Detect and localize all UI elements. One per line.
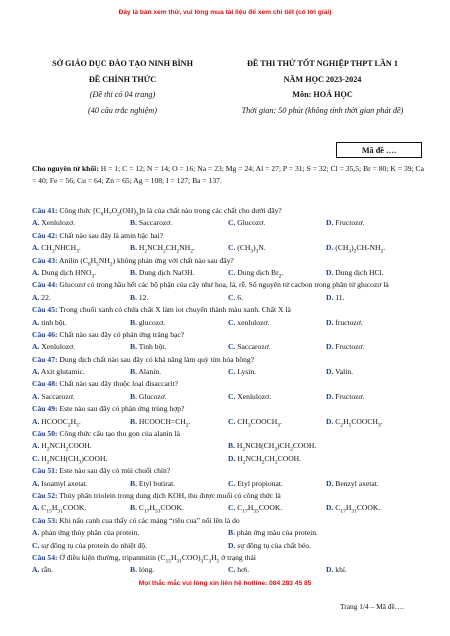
question-number: Câu 50:: [32, 429, 58, 439]
option-letter: A.: [32, 416, 40, 426]
options-row: [32, 478, 424, 490]
option-letter: C.: [228, 342, 236, 352]
option-letter: A.: [32, 478, 40, 488]
option-text: glucozơ.: [136, 317, 166, 327]
question-list: [32, 205, 424, 577]
option-text: 22.: [39, 292, 51, 302]
atomic-mass-values: H = 1; C = 12; N = 14; O = 16; Na = 23; Mg = 24; Al = 27; P = 31; S = 32; Cl = 35,5; Br = 80; K = 39; Ca = 40; Fe = 56; Cu = 64; Zn = 65; Ag = 108; I = 127; Ba = 137.: [32, 164, 424, 185]
options-row: [32, 453, 424, 465]
option-letter: A.: [32, 367, 40, 377]
option-text: 12.: [136, 292, 149, 302]
official-label: ĐỀ CHÍNH THỨC: [88, 74, 157, 84]
option-text: Tinh bột.: [136, 342, 167, 352]
option-letter: A.: [32, 441, 40, 451]
option-text: $CH_3COOCH_3$.: [235, 416, 282, 429]
question-stem: [32, 354, 424, 366]
question-stem: [32, 230, 424, 242]
option-text: $HCOOCH=CH_2$.: [136, 416, 191, 429]
option-text: Fructozơ.: [333, 218, 365, 228]
question-number: Câu 47:: [32, 354, 58, 364]
option-letter: C.: [228, 267, 236, 277]
answer-option: [32, 564, 130, 576]
question-text: Công thức cấu tạo thu gọn của alanin là: [57, 429, 180, 439]
preview-banner: Đây là bản xem thử, vui lòng mua tài liệu để xem chi tiết (có lời giải): [118, 9, 332, 16]
option-text: $(CH_3)_3N$.: [235, 243, 266, 255]
option-letter: C.: [228, 416, 236, 426]
question-number: Câu 45:: [32, 305, 58, 315]
question-number: Câu 48:: [32, 379, 58, 389]
option-letter: A.: [32, 317, 40, 327]
options-row: [32, 416, 424, 428]
option-text: lỏng.: [136, 565, 155, 575]
option-text: $H_2NCH_2CH_2NH_2$.: [136, 243, 195, 255]
option-text: Saccarozơ.: [136, 218, 173, 228]
question-number: Câu 52:: [32, 491, 58, 500]
option-letter: A.: [32, 528, 40, 538]
question-count: (40 câu trắc nghiệm): [88, 105, 157, 115]
options-row: [32, 540, 424, 552]
page-count: (Đề thi có 04 trang): [89, 90, 156, 99]
option-text: $C_{17}H_{31}COOK$.: [333, 503, 381, 515]
answer-option: [130, 564, 228, 576]
option-text: Xenlulozơ.: [39, 218, 76, 228]
option-text: rắn.: [39, 565, 53, 575]
option-letter: A.: [32, 565, 40, 575]
answer-option: [228, 502, 326, 518]
answer-option: [32, 391, 130, 403]
question-text: Trong chuối xanh có chứa chất X làm iot chuyển thành màu xanh. Chất X là: [57, 305, 291, 315]
option-letter: C.: [228, 391, 236, 401]
options-row: [32, 267, 424, 279]
answer-option: [228, 527, 424, 539]
option-text: $(CH_3)_2CH-NH_2$.: [333, 243, 386, 255]
option-text: $H_2NCH(CH_3)CH_2COOH$.: [234, 441, 317, 453]
option-letter: C.: [32, 540, 40, 550]
option-letter: C.: [228, 478, 236, 488]
option-text: Lysin.: [235, 367, 257, 377]
time-limit: Thời gian: 50 phút (không tính thời gian phát đề): [241, 105, 404, 115]
answer-option: [32, 478, 130, 490]
answer-option: [228, 540, 424, 552]
options-row: [32, 564, 424, 576]
option-letter: A.: [32, 391, 40, 401]
question-stem: [32, 205, 424, 217]
option-text: hơi.: [235, 565, 250, 575]
question-text: Khi nấu canh cua thấy có các mảng “riêu cua” nổi lên là do: [57, 515, 240, 525]
answer-option: [228, 317, 326, 329]
option-text: phản ứng màu của protein.: [234, 528, 318, 538]
option-letter: B.: [130, 292, 137, 302]
option-text: Benzyl axetat.: [333, 478, 379, 488]
hotline-banner: Mọi thắc mắc vui lòng xin liên hệ hotline: 084 283 45 85: [138, 580, 312, 587]
option-letter: B.: [130, 317, 137, 327]
option-text: Glucozơ.: [136, 391, 167, 401]
option-text: tinh bột.: [39, 317, 67, 327]
option-letter: D.: [326, 478, 334, 488]
option-letter: A.: [32, 218, 40, 228]
exam-code-box: Mã đề ….: [336, 142, 422, 158]
option-letter: D.: [326, 416, 334, 426]
option-text: $H_2NCH_2COOH$.: [39, 441, 92, 453]
answer-option: [326, 292, 424, 304]
options-row: [32, 366, 424, 378]
answer-option: [130, 366, 228, 378]
option-text: Etyl propionat.: [235, 478, 283, 488]
answer-option: [326, 391, 424, 403]
answer-option: [326, 502, 424, 518]
option-text: $CH_3NHCH_3$.: [39, 243, 81, 255]
school-year: NĂM HỌC 2023-2024: [283, 74, 362, 84]
answer-option: [32, 540, 228, 552]
answer-option: [32, 317, 130, 329]
option-letter: B.: [130, 503, 137, 513]
question-stem: [32, 490, 424, 502]
header-right: [220, 56, 425, 118]
question-number: Câu 42:: [32, 230, 58, 240]
option-text: Fructozơ.: [333, 391, 365, 401]
option-letter: D.: [326, 503, 334, 513]
answer-option: [130, 478, 228, 490]
option-text: Isoamyl axetat.: [39, 478, 88, 488]
option-letter: A.: [32, 243, 40, 253]
answer-option: [326, 366, 424, 378]
atomic-mass-note: [32, 163, 424, 187]
question-text: Chất nào sau đây là amin bậc hai?: [57, 230, 163, 240]
option-text: Etyl butirat.: [136, 478, 176, 488]
option-text: Alanin.: [136, 367, 162, 377]
answer-option: [32, 341, 130, 353]
department-name: SỞ GIÁO DỤC ĐÀO TẠO NINH BÌNH: [52, 59, 193, 68]
option-text: Xenlulozơ.: [39, 342, 76, 352]
option-text: phản ứng thủy phân của protein.: [39, 528, 140, 538]
question-number: Câu 41:: [32, 206, 58, 215]
subject: Môn: HOÁ HỌC: [292, 90, 353, 99]
options-row: [32, 527, 424, 539]
option-letter: C.: [228, 243, 236, 253]
option-letter: D.: [326, 292, 334, 302]
option-letter: D.: [326, 565, 334, 575]
question-text: Công thức $[C_6H_7O_2(OH)_3]n$ là của chất nào trong các chất cho dưới đây?: [57, 206, 282, 218]
option-letter: C.: [228, 218, 236, 228]
answer-option: [326, 341, 424, 353]
options-row: [32, 292, 424, 304]
option-letter: D.: [326, 391, 334, 401]
answer-option: [228, 366, 326, 378]
header-left: [30, 56, 215, 118]
option-text: $C_2H_5COOCH_3$.: [333, 416, 383, 429]
answer-option: [130, 267, 228, 279]
question-stem: [32, 378, 424, 390]
question-stem: [32, 552, 424, 564]
options-row: [32, 317, 424, 329]
question-number: Câu 44:: [32, 280, 58, 290]
answer-option: [228, 341, 326, 353]
options-row: [32, 341, 424, 353]
answer-option: [130, 341, 228, 353]
options-row: [32, 502, 424, 514]
option-text: Saccarozơ.: [235, 342, 271, 352]
options-row: [32, 391, 424, 403]
question-number: Câu 49:: [32, 404, 58, 414]
atomic-mass-label: Cho nguyên tử khối:: [32, 164, 99, 173]
option-letter: D.: [326, 342, 334, 352]
option-text: Valin.: [333, 367, 354, 377]
option-letter: B.: [130, 243, 137, 253]
option-text: fructozơ.: [333, 317, 363, 327]
option-letter: B.: [130, 565, 137, 575]
option-text: Fructozơ.: [333, 342, 365, 352]
option-letter: B.: [130, 391, 137, 401]
option-text: 11.: [333, 292, 345, 302]
question-stem: [32, 279, 424, 291]
answer-option: [326, 416, 424, 432]
option-text: Glucozơ.: [235, 218, 266, 228]
answer-option: [326, 317, 424, 329]
option-text: sự đông tụ của protein do nhiệt độ.: [39, 540, 148, 550]
answer-option: [130, 317, 228, 329]
option-letter: A.: [32, 503, 40, 513]
page-footer: Trang 1/4 – Mã đề….: [340, 602, 404, 611]
question-text: Ở điều kiện thường, tripanmitin $(C_{15}H_{31}COO)_3C_3H_5$ ở trạng thái: [57, 552, 256, 565]
answer-option: [32, 217, 130, 229]
option-letter: A.: [32, 292, 40, 302]
answer-option: [130, 217, 228, 229]
question-text: Chất nào sau đây thuộc loại đisaccarit?: [57, 379, 178, 389]
option-text: Dung dịch $Br_2$.: [235, 267, 284, 280]
answer-option: [228, 564, 326, 576]
answer-option: [228, 391, 326, 403]
options-row: [32, 440, 424, 452]
option-text: Dung dịch HCl.: [333, 267, 384, 277]
option-letter: B.: [130, 367, 137, 377]
option-text: $H_2NCH(CH_3)COOH$.: [39, 453, 108, 466]
option-text: $C_{15}H_{31}COOK$.: [39, 503, 87, 515]
option-letter: D.: [326, 267, 334, 277]
answer-option: [228, 217, 326, 229]
answer-option: [326, 242, 424, 258]
answer-option: [130, 391, 228, 403]
option-text: $H_2NCH_2CH_2COOH$.: [235, 453, 302, 466]
answer-option: [326, 217, 424, 229]
option-letter: C.: [32, 453, 40, 463]
option-letter: B.: [130, 416, 137, 426]
question-text: Anilin $(C_6H_5NH_2)$ không phản ứng với chất nào sau đây?: [57, 255, 234, 268]
question-stem: [32, 329, 424, 341]
option-text: Xenlulozơ.: [235, 391, 272, 401]
options-row: [32, 217, 424, 229]
option-text: $HCOOC_2H_5$.: [39, 416, 81, 429]
option-letter: C.: [228, 317, 236, 327]
question-text: Este nào sau đây có mùi chuối chín?: [57, 466, 171, 476]
question-number: Câu 43:: [32, 255, 58, 265]
option-text: Axit glutamic.: [39, 367, 85, 377]
option-letter: D.: [326, 218, 334, 228]
question-number: Câu 46:: [32, 329, 58, 339]
answer-option: [228, 478, 326, 490]
option-letter: C.: [228, 292, 236, 302]
answer-option: [32, 292, 130, 304]
option-letter: C.: [228, 503, 236, 513]
option-letter: B.: [130, 478, 137, 488]
option-letter: B.: [228, 441, 235, 451]
option-text: khí.: [333, 565, 347, 575]
question-number: Câu 53:: [32, 515, 58, 525]
option-letter: A.: [32, 267, 40, 277]
answer-option: [228, 292, 326, 304]
question-text: Dung dịch chất nào sau đây có khả năng làm quỳ tím hóa hồng?: [57, 354, 255, 364]
option-text: $C_{17}H_{35}COOK$.: [235, 503, 283, 515]
answer-option: [228, 242, 326, 258]
option-text: 6.: [235, 292, 243, 302]
answer-option: [228, 416, 326, 432]
option-letter: D.: [326, 367, 334, 377]
answer-option: [326, 478, 424, 490]
option-letter: C.: [228, 565, 236, 575]
answer-option: [130, 292, 228, 304]
option-text: $C_{17}H_{33}COOK$.: [136, 503, 184, 515]
options-row: [32, 242, 424, 254]
option-letter: C.: [228, 367, 236, 377]
exam-title: ĐỀ THI THỬ TỐT NGHIỆP THPT LẦN 1: [247, 59, 398, 68]
option-letter: B.: [130, 267, 137, 277]
option-letter: A.: [32, 342, 40, 352]
question-stem: [32, 403, 424, 415]
option-letter: B.: [130, 218, 137, 228]
option-letter: D.: [326, 243, 334, 253]
question-text: Chất nào sau đây có phản ứng tráng bạc?: [57, 329, 185, 339]
question-text: Este nào sau đây có phản ứng trùng hợp?: [57, 404, 185, 414]
question-text: Glucozơ có trong hầu hết các bộ phận của cây như hoa, lá, rễ. Số nguyên tử cacbon trong phân tử glucozơ là: [57, 280, 389, 290]
question-number: Câu 54:: [32, 552, 58, 562]
answer-option: [228, 453, 424, 469]
option-text: xenlulozơ.: [235, 317, 270, 327]
option-text: Dung dịch $HNO_3$.: [39, 267, 97, 280]
option-text: sự đông tụ của chất béo.: [235, 540, 311, 550]
option-letter: D.: [326, 317, 334, 327]
option-text: Saccarozơ.: [39, 391, 75, 401]
answer-option: [326, 564, 424, 576]
answer-option: [32, 366, 130, 378]
answer-option: [326, 267, 424, 279]
option-text: Dung dịch NaOH.: [136, 267, 195, 277]
option-letter: B.: [228, 528, 235, 538]
question-number: Câu 51:: [32, 466, 58, 476]
option-letter: D.: [228, 453, 236, 463]
answer-option: [32, 527, 228, 539]
question-stem: [32, 304, 424, 316]
question-text: Thủy phân triolein trong dung dịch KOH, thu được muối có công thức là: [57, 491, 281, 500]
option-letter: B.: [130, 342, 137, 352]
option-letter: D.: [228, 540, 236, 550]
